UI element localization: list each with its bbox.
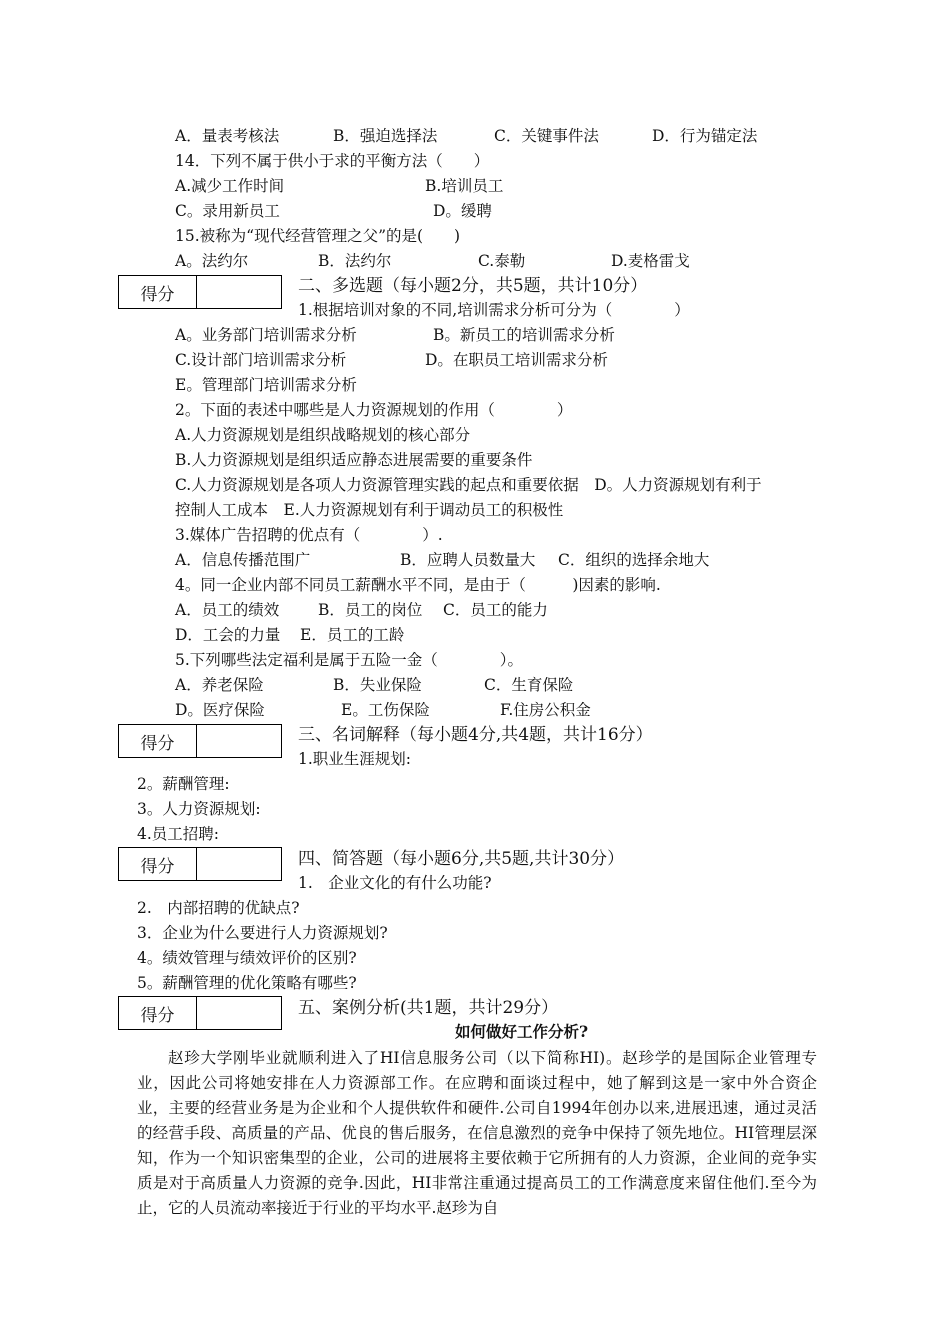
- s2-q4-option-e: E．员工的工龄: [300, 626, 405, 644]
- s2-q1-option-d: D。在职员工培训需求分析: [425, 351, 608, 369]
- s3-item: 2。薪酬管理:: [137, 775, 230, 793]
- s2-q4-option-a: A．员工的绩效: [175, 601, 280, 619]
- score-box-section3: [118, 724, 282, 758]
- case-paragraph: 赵珍大学刚毕业就顺利进入了HI信息服务公司（以下简称HI)。赵珍学的是国际企业管理专业，因此公司将她安排在人力资源部工作。在应聘和面谈过程中，她了解到这是一家中外合资企业，主要的经营业务是为企业和个人提供软件和硬件.公司自1994年创办以来,进展迅速，通过灵活的经营手段、高质量的产品、优良的售后服务，在信息激烈的竞争中保持了领先地位。HI管理层深知，作为一个知识密集型的企业，公司的进展将主要依赖于它所拥有的人力资源，企业间的竞争实质是对于高质量人力资源的竞争.因此，HI非常注重通过提高员工的工作满意度来留住他们.至今为止，它的人员流动率接近于行业的平均水平.赵珍为自: [137, 1049, 817, 1217]
- q13-option-d: D．行为锚定法: [652, 127, 758, 145]
- q13-option-b: B．强迫选择法: [333, 127, 438, 145]
- s3-item: 3。人力资源规划:: [137, 800, 261, 818]
- s2-q5-option-b: B．失业保险: [333, 676, 422, 694]
- section2-title: 二、多选题（每小题2分，共5题，共计10分）: [298, 276, 648, 296]
- section4-title: 四、简答题（每小题6分,共5题,共计30分）: [298, 849, 625, 869]
- q15-option-d: D.麦格雷戈: [611, 252, 690, 270]
- s2-q1-option-e: E。管理部门培训需求分析: [175, 376, 357, 394]
- s2-q2-line: B.人力资源规划是组织适应静态进展需要的重要条件: [175, 451, 533, 469]
- s2-q4-option-b: B．员工的岗位: [318, 601, 423, 619]
- s2-q2-stem: 2。下面的表述中哪些是人力资源规划的作用（ ）: [175, 401, 573, 419]
- score-box-section4: [118, 847, 282, 881]
- q13-option-a: A．量表考核法: [175, 127, 280, 145]
- score-field[interactable]: [197, 725, 281, 757]
- s2-q5-option-f: F.住房公积金: [500, 701, 591, 719]
- score-label: 得分: [119, 848, 197, 880]
- s2-q1-option-b: B。新员工的培训需求分析: [433, 326, 615, 344]
- s4-item: 1. 企业文化的有什么功能?: [298, 874, 492, 892]
- s3-item: 1.职业生涯规划:: [298, 750, 412, 768]
- case-title: 如何做好工作分析?: [455, 1022, 589, 1041]
- s2-q4-stem: 4。同一企业内部不同员工薪酬水平不同，是由于（ )因素的影响.: [175, 576, 661, 594]
- q14-option-c: C。录用新员工: [175, 202, 280, 220]
- q15-option-c: C.泰勒: [478, 252, 526, 270]
- score-label: 得分: [119, 276, 197, 308]
- s2-q5-option-c: C．生育保险: [484, 676, 574, 694]
- s2-q2-line: 控制人工成本 E.人力资源规划有利于调动员工的积极性: [175, 501, 564, 519]
- q14-option-a: A.减少工作时间: [175, 177, 285, 195]
- s2-q5-option-d: D。医疗保险: [175, 701, 265, 719]
- s2-q4-option-c: C．员工的能力: [443, 601, 548, 619]
- s2-q2-line: C.人力资源规划是各项人力资源管理实践的起点和重要依据 D。人力资源规划有利于: [175, 476, 762, 494]
- score-label: 得分: [119, 997, 197, 1029]
- q14-option-d: D。缓聘: [433, 202, 492, 220]
- s4-item: 3．企业为什么要进行人力资源规划?: [137, 924, 388, 942]
- s3-item: 4.员工招聘:: [137, 825, 220, 843]
- s2-q3-option-b: B．应聘人员数量大: [400, 551, 536, 569]
- q14-stem: 14．下列不属于供小于求的平衡方法（ ）: [175, 152, 490, 170]
- score-box-section2: [118, 275, 282, 309]
- s2-q5-stem: 5.下列哪些法定福利是属于五险一金（ ）。: [175, 651, 524, 669]
- s2-q5-option-e: E。工伤保险: [341, 701, 430, 719]
- s4-item: 4。绩效管理与绩效评价的区别?: [137, 949, 357, 967]
- s4-item: 5。薪酬管理的优化策略有哪些?: [137, 974, 357, 992]
- q15-option-b: B．法约尔: [318, 252, 392, 270]
- section3-title: 三、名词解释（每小题4分,共4题，共计16分）: [298, 725, 653, 745]
- s2-q3-option-c: C．组织的选择余地大: [558, 551, 710, 569]
- s2-q4-option-d: D．工会的力量: [175, 626, 281, 644]
- s2-q3-stem: 3.媒体广告招聘的优点有（ ）.: [175, 526, 443, 544]
- s2-q3-option-a: A．信息传播范围广: [175, 551, 311, 569]
- s2-q2-line: A.人力资源规划是组织战略规划的核心部分: [175, 426, 471, 444]
- s4-item: 2. 内部招聘的优缺点?: [137, 899, 300, 917]
- q15-option-a: A。法约尔: [175, 252, 249, 270]
- q15-stem: 15.被称为“现代经营管理之父”的是( ): [175, 227, 461, 245]
- s2-q5-option-a: A．养老保险: [175, 676, 264, 694]
- s2-q1-stem: 1.根据培训对象的不同,培训需求分析可分为（ ）: [298, 301, 690, 319]
- q14-option-b: B.培训员工: [425, 177, 504, 195]
- score-field[interactable]: [197, 848, 281, 880]
- section5-title: 五、案例分析(共1题，共计29分）: [298, 998, 559, 1018]
- q13-option-c: C．关键事件法: [494, 127, 599, 145]
- score-label: 得分: [119, 725, 197, 757]
- score-field[interactable]: [197, 276, 281, 308]
- s2-q1-option-a: A。业务部门培训需求分析: [175, 326, 357, 344]
- s2-q1-option-c: C.设计部门培训需求分析: [175, 351, 347, 369]
